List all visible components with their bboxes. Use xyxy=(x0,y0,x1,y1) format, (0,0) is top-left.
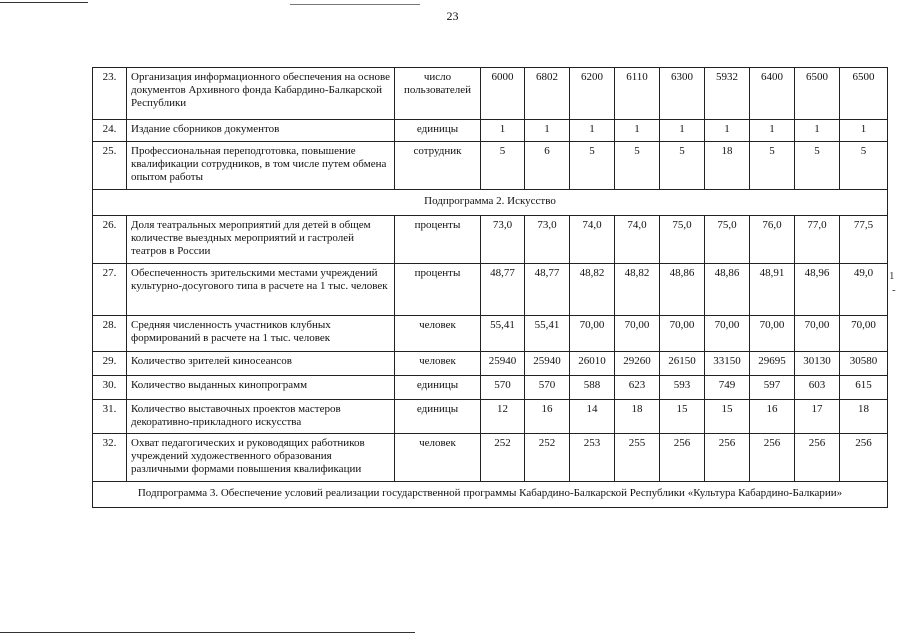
unit-cell: человек xyxy=(395,352,481,376)
value-cell: 75,0 xyxy=(705,216,750,264)
value-cell: 48,86 xyxy=(660,264,705,316)
value-cell: 256 xyxy=(840,434,888,482)
value-cell: 25940 xyxy=(525,352,570,376)
value-cell: 6500 xyxy=(840,68,888,120)
value-cell: 18 xyxy=(705,142,750,190)
row-number: 31. xyxy=(93,400,127,434)
value-cell: 588 xyxy=(570,376,615,400)
row-number: 32. xyxy=(93,434,127,482)
value-cell: 6110 xyxy=(615,68,660,120)
section-2-group xyxy=(93,190,888,216)
indicator-name: Профессиональная переподготовка, повышение квалификации сотрудников, в том числе путем обмена опытом работы xyxy=(127,142,395,190)
rows-group-a xyxy=(93,68,888,190)
top-rule-left xyxy=(0,2,88,3)
value-cell: 18 xyxy=(840,400,888,434)
value-cell: 76,0 xyxy=(750,216,795,264)
row-number: 28. xyxy=(93,316,127,352)
value-cell: 256 xyxy=(750,434,795,482)
value-cell: 5 xyxy=(481,142,525,190)
value-cell: 1 xyxy=(750,120,795,142)
row-number: 24. xyxy=(93,120,127,142)
value-cell: 6802 xyxy=(525,68,570,120)
value-cell: 603 xyxy=(795,376,840,400)
indicator-name: Средняя численность участников клубных формирований в расчете на 1 тыс. человек xyxy=(127,316,395,352)
value-cell: 73,0 xyxy=(481,216,525,264)
value-cell: 5 xyxy=(660,142,705,190)
section-row xyxy=(93,190,888,216)
value-cell: 70,00 xyxy=(660,316,705,352)
value-cell: 6 xyxy=(525,142,570,190)
value-cell: 29260 xyxy=(615,352,660,376)
indicator-name: Обеспеченность зрительскими местами учреждений культурно-досугового типа в расчете на 1 тыс. человек xyxy=(127,264,395,316)
value-cell: 73,0 xyxy=(525,216,570,264)
value-cell: 1 xyxy=(660,120,705,142)
section-row xyxy=(93,482,888,508)
value-cell: 16 xyxy=(525,400,570,434)
indicator-name: Количество выданных кинопрограмм xyxy=(127,376,395,400)
value-cell: 5 xyxy=(570,142,615,190)
value-cell: 48,82 xyxy=(615,264,660,316)
section-title-2: Подпрограмма 2. Искусство xyxy=(93,190,888,216)
value-cell: 593 xyxy=(660,376,705,400)
table-row xyxy=(93,400,888,434)
value-cell: 70,00 xyxy=(570,316,615,352)
value-cell: 1 xyxy=(525,120,570,142)
value-cell: 1 xyxy=(570,120,615,142)
value-cell: 5 xyxy=(615,142,660,190)
page-number: 23 xyxy=(446,9,459,23)
value-cell: 597 xyxy=(750,376,795,400)
value-cell: 77,0 xyxy=(795,216,840,264)
value-cell: 15 xyxy=(660,400,705,434)
value-cell: 1 xyxy=(615,120,660,142)
value-cell: 570 xyxy=(481,376,525,400)
value-cell: 17 xyxy=(795,400,840,434)
value-cell: 6200 xyxy=(570,68,615,120)
value-cell: 623 xyxy=(615,376,660,400)
value-cell: 5 xyxy=(750,142,795,190)
indicator-name: Доля театральных мероприятий для детей в общем количестве выездных мероприятий и гастролей театров в России xyxy=(127,216,395,264)
value-cell: 5 xyxy=(795,142,840,190)
value-cell: 256 xyxy=(660,434,705,482)
value-cell: 26010 xyxy=(570,352,615,376)
table-row xyxy=(93,316,888,352)
value-cell: 25940 xyxy=(481,352,525,376)
value-cell: 70,00 xyxy=(750,316,795,352)
value-cell: 1 xyxy=(840,120,888,142)
table-row xyxy=(93,216,888,264)
value-cell: 749 xyxy=(705,376,750,400)
value-cell: 74,0 xyxy=(570,216,615,264)
table-row xyxy=(93,376,888,400)
section-3-group xyxy=(93,482,888,508)
unit-cell: единицы xyxy=(395,376,481,400)
value-cell: 33150 xyxy=(705,352,750,376)
value-cell: 570 xyxy=(525,376,570,400)
unit-cell: проценты xyxy=(395,264,481,316)
value-cell: 6400 xyxy=(750,68,795,120)
margin-mark: - xyxy=(892,284,896,296)
value-cell: 74,0 xyxy=(615,216,660,264)
section-title-3: Подпрограмма 3. Обеспечение условий реализации государственной программы Кабардино-Балкарской Республики «Культура Кабардино-Балкарии» xyxy=(93,482,888,508)
value-cell: 16 xyxy=(750,400,795,434)
indicator-name: Организация информационного обеспечения на основе документов Архивного фонда Кабардино-Балкарской Республики xyxy=(127,68,395,120)
row-number: 26. xyxy=(93,216,127,264)
value-cell: 70,00 xyxy=(840,316,888,352)
value-cell: 55,41 xyxy=(525,316,570,352)
rows-group-b xyxy=(93,216,888,482)
value-cell: 252 xyxy=(525,434,570,482)
value-cell: 48,86 xyxy=(705,264,750,316)
unit-cell: число пользователей xyxy=(395,68,481,120)
unit-cell: проценты xyxy=(395,216,481,264)
value-cell: 5932 xyxy=(705,68,750,120)
value-cell: 70,00 xyxy=(795,316,840,352)
value-cell: 30130 xyxy=(795,352,840,376)
value-cell: 29695 xyxy=(750,352,795,376)
table-row xyxy=(93,68,888,120)
table-row xyxy=(93,352,888,376)
value-cell: 48,82 xyxy=(570,264,615,316)
value-cell: 15 xyxy=(705,400,750,434)
value-cell: 252 xyxy=(481,434,525,482)
value-cell: 615 xyxy=(840,376,888,400)
value-cell: 253 xyxy=(570,434,615,482)
value-cell: 55,41 xyxy=(481,316,525,352)
indicators-table xyxy=(92,67,888,508)
value-cell: 77,5 xyxy=(840,216,888,264)
value-cell: 30580 xyxy=(840,352,888,376)
row-number: 25. xyxy=(93,142,127,190)
value-cell: 70,00 xyxy=(615,316,660,352)
value-cell: 6000 xyxy=(481,68,525,120)
row-number: 27. xyxy=(93,264,127,316)
value-cell: 75,0 xyxy=(660,216,705,264)
value-cell: 12 xyxy=(481,400,525,434)
value-cell: 48,77 xyxy=(525,264,570,316)
unit-cell: сотрудник xyxy=(395,142,481,190)
value-cell: 48,96 xyxy=(795,264,840,316)
value-cell: 1 xyxy=(795,120,840,142)
value-cell: 6500 xyxy=(795,68,840,120)
unit-cell: человек xyxy=(395,434,481,482)
indicator-name: Издание сборников документов xyxy=(127,120,395,142)
margin-mark: 1 xyxy=(889,270,895,282)
table-row xyxy=(93,142,888,190)
indicator-name: Количество выставочных проектов мастеров декоративно-прикладного искусства xyxy=(127,400,395,434)
value-cell: 255 xyxy=(615,434,660,482)
value-cell: 256 xyxy=(705,434,750,482)
value-cell: 70,00 xyxy=(705,316,750,352)
value-cell: 18 xyxy=(615,400,660,434)
unit-cell: единицы xyxy=(395,120,481,142)
value-cell: 48,91 xyxy=(750,264,795,316)
value-cell: 256 xyxy=(795,434,840,482)
value-cell: 1 xyxy=(705,120,750,142)
indicator-name: Количество зрителей киносеансов xyxy=(127,352,395,376)
value-cell: 49,0 xyxy=(840,264,888,316)
table-row xyxy=(93,264,888,316)
row-number: 30. xyxy=(93,376,127,400)
table-row xyxy=(93,120,888,142)
value-cell: 48,77 xyxy=(481,264,525,316)
value-cell: 26150 xyxy=(660,352,705,376)
value-cell: 5 xyxy=(840,142,888,190)
value-cell: 6300 xyxy=(660,68,705,120)
value-cell: 1 xyxy=(481,120,525,142)
indicator-name: Охват педагогических и руководящих работников учреждений художественного образования различными формами повышения квалификации xyxy=(127,434,395,482)
row-number: 29. xyxy=(93,352,127,376)
unit-cell: человек xyxy=(395,316,481,352)
value-cell: 14 xyxy=(570,400,615,434)
table-row xyxy=(93,434,888,482)
unit-cell: единицы xyxy=(395,400,481,434)
row-number: 23. xyxy=(93,68,127,120)
bottom-rule xyxy=(0,632,415,633)
top-rule-center xyxy=(290,4,420,5)
